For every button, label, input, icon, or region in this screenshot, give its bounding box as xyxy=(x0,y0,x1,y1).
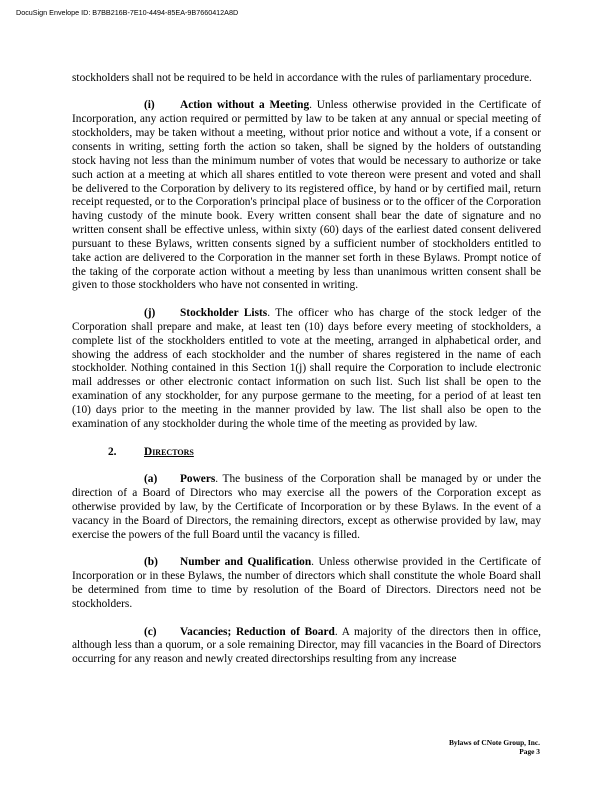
section-title: Stockholder Lists xyxy=(180,307,268,320)
section-label: (j) xyxy=(144,307,156,320)
docusign-envelope-id: DocuSign Envelope ID: B7BB216B-7E10-4494-85EA-9B7660412A8D xyxy=(16,8,239,17)
section-action-without-meeting xyxy=(72,99,541,293)
section-powers xyxy=(72,473,541,542)
section-label: (c) xyxy=(144,625,157,638)
section-text: . Unless otherwise provided in the Certificate of Incorporation or in these Bylaws, the number of directors which shall constitute the whole Board shall be determined from time to time by resolution of the Board of Directors. Directors need not be stockholders. xyxy=(72,556,541,610)
heading-number: 2. xyxy=(108,445,117,458)
section-label: (a) xyxy=(144,473,158,486)
page-footer xyxy=(449,738,540,756)
section-text: . The officer who has charge of the stock ledger of the Corporation shall prepare and make, at least ten (10) days before every meeting of stockholders, a complete list of the stockholders entitled to vote at the meeting, arranged in alphabetical order, and showing the address of each stockholder and the number of shares registered in the name of each stockholder. Nothing contained in this Section 1(j) shall require the Corporation to include electronic mail addresses or other electronic contact information on such list. Such list shall be open to the examination of any stockholder, for any purpose germane to the meeting, for a period of at least ten (10) days prior to the meeting in the manner provided by law. The list shall also be open to the examination of any stockholder during the whole time of the meeting as provided by law. xyxy=(72,307,541,430)
section-title: Number and Qualification xyxy=(180,556,312,569)
intro-paragraph: stockholders shall not be required to be held in accordance with the rules of parliamentary procedure. xyxy=(72,72,532,84)
heading-title: Directors xyxy=(144,445,194,458)
footer-page-number: Page 3 xyxy=(519,747,540,756)
section-title: Vacancies; Reduction of Board xyxy=(180,625,335,638)
document-body xyxy=(72,72,541,681)
footer-document-title: Bylaws of CNote Group, Inc. xyxy=(448,738,540,747)
section-stockholder-lists xyxy=(72,307,541,432)
section-vacancies xyxy=(72,626,541,668)
section-label: (i) xyxy=(144,99,155,112)
section-label: (b) xyxy=(144,556,158,569)
section-number-and-qualification xyxy=(72,556,541,611)
section-text: . A majority of the directors then in office, although less than a quorum, or a sole remaining Director, may fill vacancies in the Board of Directors occurring for any reason and newly created directorships resulting from any increase xyxy=(72,625,541,666)
section-title: Action without a Meeting xyxy=(180,99,310,112)
section-text: . Unless otherwise provided in the Certificate of Incorporation, any action required or permitted by law to be taken at any annual or special meeting of stockholders, may be taken without a meeting, without prior notice and without a vote, if a consent or consents in writing, setting forth the action so taken, shall be signed by the holders of outstanding stock having not less than the minimum number of votes that would be necessary to authorize or take such action at a meeting at which all shares entitled to vote thereon were present and voted and shall be delivered to the Corporation by delivery to its registered office, by hand or by certified mail, return receipt requested, or to the Corporation's principal place of business or to the officer of the Corporation having custody of the minute book. Every written consent shall bear the date of signature and no written consent shall be effective unless, within sixty (60) days of the earliest dated consent delivered pursuant to these Bylaws, written consents signed by a sufficient number of stockholders entitled to take action are delivered to the Corporation in the manner set forth in these Bylaws. Prompt notice of the taking of the corporate action without a meeting by less than unanimous written consent shall be given to those stockholders who have not consented in writing. xyxy=(72,99,541,292)
section-title: Powers xyxy=(180,473,216,486)
directors-heading xyxy=(72,446,541,460)
section-text: . The business of the Corporation shall be managed by or under the direction of a Board of Directors who may exercise all the powers of the Corporation except as otherwise provided by law, by the Certificate of Incorporation or by these Bylaws. In the event of a vacancy in the Board of Directors, the remaining directors, except as otherwise provided by law, may exercise the powers of the full Board until the vacancy is filled. xyxy=(72,473,541,541)
